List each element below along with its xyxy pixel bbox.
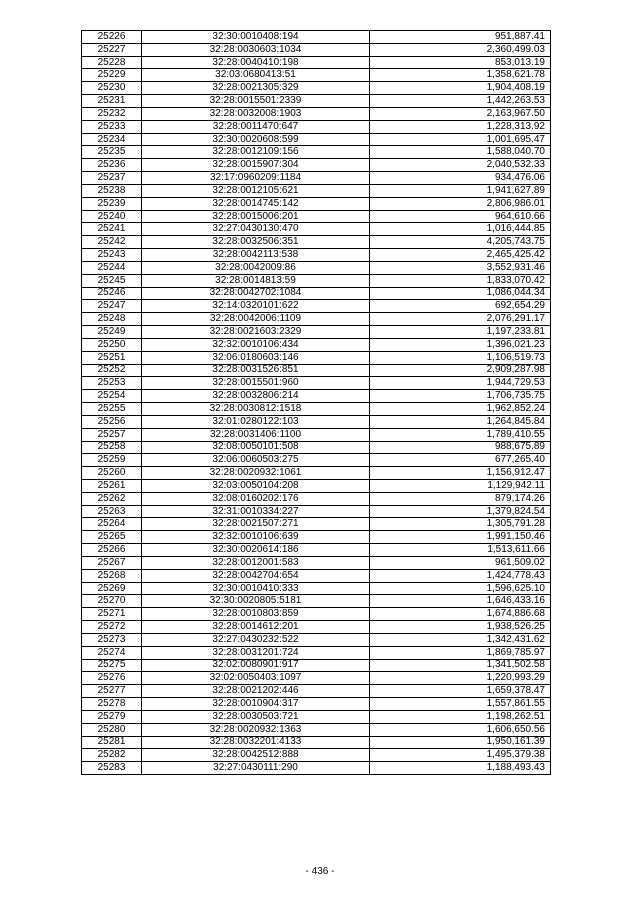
value-cell: 961,509.02: [370, 556, 551, 569]
table-row: [82, 313, 551, 326]
cadastral-number-cell: 32:06:0060503:275: [142, 454, 370, 467]
value-cell: 1,944,729.53: [370, 377, 551, 390]
cadastral-number-cell: 32:28:0010803:859: [142, 608, 370, 621]
table-row: [82, 710, 551, 723]
table-row: [82, 223, 551, 236]
value-cell: 2,076,291.17: [370, 313, 551, 326]
table-row: [82, 326, 551, 339]
row-number-cell: 25276: [82, 672, 142, 685]
value-cell: 1,904,408.19: [370, 82, 551, 95]
row-number-cell: 25235: [82, 146, 142, 159]
cadastral-number-cell: 32:27:0430130:470: [142, 223, 370, 236]
row-number-cell: 25270: [82, 595, 142, 608]
value-cell: 1,941,627.89: [370, 184, 551, 197]
value-cell: 1,606,650.56: [370, 723, 551, 736]
row-number-cell: 25257: [82, 428, 142, 441]
row-number-cell: 25226: [82, 31, 142, 44]
row-number-cell: 25256: [82, 415, 142, 428]
value-cell: 1,396,021.23: [370, 338, 551, 351]
table-row: [82, 441, 551, 454]
cadastral-number-cell: 32:28:0042704:654: [142, 569, 370, 582]
row-number-cell: 25234: [82, 133, 142, 146]
cadastral-number-cell: 32:28:0014612:201: [142, 621, 370, 634]
table-row: [82, 659, 551, 672]
cadastral-number-cell: 32:28:0014813:59: [142, 274, 370, 287]
table-row: [82, 69, 551, 82]
table-row: [82, 608, 551, 621]
row-number-cell: 25279: [82, 710, 142, 723]
table-row: [82, 236, 551, 249]
row-number-cell: 25252: [82, 364, 142, 377]
cadastral-number-cell: 32:28:0014745:142: [142, 197, 370, 210]
value-cell: 1,379,824.54: [370, 505, 551, 518]
cadastral-number-cell: 32:28:0040410:198: [142, 56, 370, 69]
row-number-cell: 25227: [82, 43, 142, 56]
value-cell: 1,197,233.81: [370, 326, 551, 339]
value-cell: 3,552,931.46: [370, 261, 551, 274]
table-row: [82, 467, 551, 480]
value-cell: 853,013.19: [370, 56, 551, 69]
row-number-cell: 25249: [82, 326, 142, 339]
cadastral-number-cell: 32:28:0021202:446: [142, 685, 370, 698]
cadastral-number-cell: 32:28:0030812:1518: [142, 403, 370, 416]
cadastral-number-cell: 32:32:0010106:434: [142, 338, 370, 351]
table-row: [82, 107, 551, 120]
row-number-cell: 25278: [82, 698, 142, 711]
cadastral-value-table: [81, 30, 551, 775]
row-number-cell: 25277: [82, 685, 142, 698]
value-cell: 1,659,378.47: [370, 685, 551, 698]
cadastral-number-cell: 32:28:0042113:538: [142, 249, 370, 262]
table-row: [82, 82, 551, 95]
cadastral-number-cell: 32:30:0010408:194: [142, 31, 370, 44]
value-cell: 1,341,502.58: [370, 659, 551, 672]
table-row: [82, 184, 551, 197]
value-cell: 1,646,433.16: [370, 595, 551, 608]
cadastral-number-cell: 32:28:0042009:86: [142, 261, 370, 274]
row-number-cell: 25250: [82, 338, 142, 351]
value-cell: 1,588,040.70: [370, 146, 551, 159]
cadastral-number-cell: 32:28:0031201:724: [142, 646, 370, 659]
row-number-cell: 25231: [82, 95, 142, 108]
value-cell: 1,674,886.68: [370, 608, 551, 621]
value-cell: 1,424,778.43: [370, 569, 551, 582]
value-cell: 1,188,493.43: [370, 762, 551, 775]
cadastral-number-cell: 32:28:0012105:621: [142, 184, 370, 197]
row-number-cell: 25273: [82, 633, 142, 646]
row-number-cell: 25232: [82, 107, 142, 120]
row-number-cell: 25258: [82, 441, 142, 454]
table-row: [82, 672, 551, 685]
row-number-cell: 25247: [82, 300, 142, 313]
table-row: [82, 621, 551, 634]
row-number-cell: 25251: [82, 351, 142, 364]
value-cell: 1,001,695.47: [370, 133, 551, 146]
table-row: [82, 582, 551, 595]
cadastral-number-cell: 32:28:0042512:888: [142, 749, 370, 762]
table-row: [82, 159, 551, 172]
value-cell: 1,086,044.34: [370, 287, 551, 300]
value-cell: 988,675.89: [370, 441, 551, 454]
cadastral-number-cell: 32:08:0160202:176: [142, 492, 370, 505]
row-number-cell: 25228: [82, 56, 142, 69]
value-cell: 1,264,845.84: [370, 415, 551, 428]
value-cell: 1,962,852.24: [370, 403, 551, 416]
value-cell: 1,596,625.10: [370, 582, 551, 595]
row-number-cell: 25253: [82, 377, 142, 390]
value-cell: 2,909,287.98: [370, 364, 551, 377]
value-cell: 4,205,743.75: [370, 236, 551, 249]
row-number-cell: 25244: [82, 261, 142, 274]
table-row: [82, 518, 551, 531]
table-row: [82, 133, 551, 146]
value-cell: 1,220,993.29: [370, 672, 551, 685]
table-row: [82, 415, 551, 428]
table-row: [82, 531, 551, 544]
cadastral-number-cell: 32:28:0015501:960: [142, 377, 370, 390]
value-cell: 677,265.40: [370, 454, 551, 467]
table-row: [82, 351, 551, 364]
table-row: [82, 120, 551, 133]
table-row: [82, 749, 551, 762]
value-cell: 1,869,785.97: [370, 646, 551, 659]
row-number-cell: 25236: [82, 159, 142, 172]
value-cell: 692,654.29: [370, 300, 551, 313]
table-row: [82, 261, 551, 274]
value-cell: 1,358,621.78: [370, 69, 551, 82]
table-row: [82, 403, 551, 416]
row-number-cell: 25268: [82, 569, 142, 582]
cadastral-number-cell: 32:01:0280122:103: [142, 415, 370, 428]
cadastral-number-cell: 32:28:0015907:304: [142, 159, 370, 172]
table-row: [82, 146, 551, 159]
value-cell: 1,342,431.62: [370, 633, 551, 646]
table-row: [82, 569, 551, 582]
value-cell: 1,833,070.42: [370, 274, 551, 287]
value-cell: 1,789,410.55: [370, 428, 551, 441]
cadastral-number-cell: 32:28:0031526:851: [142, 364, 370, 377]
cadastral-number-cell: 32:28:0021603:2329: [142, 326, 370, 339]
value-cell: 934,476.06: [370, 172, 551, 185]
value-cell: 1,938,526.25: [370, 621, 551, 634]
table-row: [82, 556, 551, 569]
row-number-cell: 25266: [82, 544, 142, 557]
row-number-cell: 25255: [82, 403, 142, 416]
table-row: [82, 723, 551, 736]
value-cell: 1,950,161.39: [370, 736, 551, 749]
value-cell: 2,360,499.03: [370, 43, 551, 56]
cadastral-number-cell: 32:30:0020608:599: [142, 133, 370, 146]
value-cell: 2,806,986.01: [370, 197, 551, 210]
row-number-cell: 25243: [82, 249, 142, 262]
table-row: [82, 56, 551, 69]
cadastral-number-cell: 32:28:0021507:271: [142, 518, 370, 531]
row-number-cell: 25269: [82, 582, 142, 595]
cadastral-number-cell: 32:28:0032008:1903: [142, 107, 370, 120]
table-row: [82, 364, 551, 377]
cadastral-number-cell: 32:28:0015006:201: [142, 210, 370, 223]
table-row: [82, 197, 551, 210]
row-number-cell: 25264: [82, 518, 142, 531]
cadastral-number-cell: 32:28:0010904:317: [142, 698, 370, 711]
row-number-cell: 25261: [82, 479, 142, 492]
value-cell: 2,465,425.42: [370, 249, 551, 262]
cadastral-number-cell: 32:28:0015501:2339: [142, 95, 370, 108]
row-number-cell: 25260: [82, 467, 142, 480]
table-row: [82, 31, 551, 44]
table-row: [82, 698, 551, 711]
cadastral-number-cell: 32:28:0032806:214: [142, 390, 370, 403]
table-row: [82, 300, 551, 313]
row-number-cell: 25233: [82, 120, 142, 133]
row-number-cell: 25230: [82, 82, 142, 95]
row-number-cell: 25267: [82, 556, 142, 569]
cadastral-number-cell: 32:06:0180603:146: [142, 351, 370, 364]
row-number-cell: 25240: [82, 210, 142, 223]
table-row: [82, 274, 551, 287]
table-row: [82, 762, 551, 775]
table-row: [82, 390, 551, 403]
value-cell: 964,610.66: [370, 210, 551, 223]
cadastral-number-cell: 32:03:0050104:208: [142, 479, 370, 492]
table-row: [82, 633, 551, 646]
cadastral-number-cell: 32:08:0050101:508: [142, 441, 370, 454]
cadastral-number-cell: 32:17:0960209:1184: [142, 172, 370, 185]
value-cell: 1,513,611.66: [370, 544, 551, 557]
row-number-cell: 25242: [82, 236, 142, 249]
table-row: [82, 338, 551, 351]
cadastral-number-cell: 32:28:0031406:1100: [142, 428, 370, 441]
row-number-cell: 25282: [82, 749, 142, 762]
cadastral-number-cell: 32:32:0010106:639: [142, 531, 370, 544]
cadastral-number-cell: 32:31:0010334:227: [142, 505, 370, 518]
row-number-cell: 25246: [82, 287, 142, 300]
row-number-cell: 25237: [82, 172, 142, 185]
table-row: [82, 492, 551, 505]
table-row: [82, 172, 551, 185]
row-number-cell: 25281: [82, 736, 142, 749]
row-number-cell: 25262: [82, 492, 142, 505]
row-number-cell: 25239: [82, 197, 142, 210]
table-body: [82, 31, 551, 775]
row-number-cell: 25265: [82, 531, 142, 544]
cadastral-number-cell: 32:14:0320101:622: [142, 300, 370, 313]
table-row: [82, 646, 551, 659]
row-number-cell: 25248: [82, 313, 142, 326]
cadastral-number-cell: 32:30:0010410:333: [142, 582, 370, 595]
value-cell: 1,495,379.38: [370, 749, 551, 762]
value-cell: 1,016,444.85: [370, 223, 551, 236]
row-number-cell: 25241: [82, 223, 142, 236]
cadastral-number-cell: 32:28:0012001:583: [142, 556, 370, 569]
table-row: [82, 479, 551, 492]
table-row: [82, 43, 551, 56]
table-row: [82, 736, 551, 749]
value-cell: 1,106,519.73: [370, 351, 551, 364]
row-number-cell: 25280: [82, 723, 142, 736]
cadastral-number-cell: 32:28:0042702:1084: [142, 287, 370, 300]
value-cell: 1,557,861.55: [370, 698, 551, 711]
table-row: [82, 505, 551, 518]
cadastral-number-cell: 32:27:0430111:290: [142, 762, 370, 775]
cadastral-number-cell: 32:28:0011470:647: [142, 120, 370, 133]
table-row: [82, 544, 551, 557]
row-number-cell: 25245: [82, 274, 142, 287]
value-cell: 1,156,912.47: [370, 467, 551, 480]
cadastral-number-cell: 32:03:0680413:51: [142, 69, 370, 82]
cadastral-number-cell: 32:28:0032506:351: [142, 236, 370, 249]
cadastral-number-cell: 32:28:0030603:1034: [142, 43, 370, 56]
value-cell: 1,706,735.75: [370, 390, 551, 403]
table-row: [82, 428, 551, 441]
row-number-cell: 25271: [82, 608, 142, 621]
value-cell: 1,129,942.11: [370, 479, 551, 492]
page-number: - 436 -: [305, 866, 335, 877]
cadastral-number-cell: 32:28:0032201:4133: [142, 736, 370, 749]
row-number-cell: 25275: [82, 659, 142, 672]
value-cell: 1,442,263.53: [370, 95, 551, 108]
table-row: [82, 454, 551, 467]
cadastral-number-cell: 32:30:0020614:186: [142, 544, 370, 557]
value-cell: 951,887.41: [370, 31, 551, 44]
table-row: [82, 287, 551, 300]
value-cell: 879,174.26: [370, 492, 551, 505]
table-row: [82, 595, 551, 608]
row-number-cell: 25263: [82, 505, 142, 518]
table-row: [82, 377, 551, 390]
cadastral-number-cell: 32:28:0042006:1109: [142, 313, 370, 326]
cadastral-number-cell: 32:28:0020932:1363: [142, 723, 370, 736]
cadastral-number-cell: 32:28:0012109:156: [142, 146, 370, 159]
table-row: [82, 210, 551, 223]
row-number-cell: 25238: [82, 184, 142, 197]
cadastral-number-cell: 32:27:0430232:522: [142, 633, 370, 646]
value-cell: 1,228,313.92: [370, 120, 551, 133]
cadastral-number-cell: 32:28:0021305:329: [142, 82, 370, 95]
row-number-cell: 25229: [82, 69, 142, 82]
value-cell: 1,198,262.51: [370, 710, 551, 723]
value-cell: 1,991,150.46: [370, 531, 551, 544]
cadastral-number-cell: 32:02:0080901:917: [142, 659, 370, 672]
table-row: [82, 95, 551, 108]
value-cell: 1,305,791.28: [370, 518, 551, 531]
row-number-cell: 25259: [82, 454, 142, 467]
table-row: [82, 685, 551, 698]
row-number-cell: 25283: [82, 762, 142, 775]
cadastral-number-cell: 32:28:0020932:1061: [142, 467, 370, 480]
row-number-cell: 25272: [82, 621, 142, 634]
cadastral-number-cell: 32:02:0050403:1097: [142, 672, 370, 685]
row-number-cell: 25254: [82, 390, 142, 403]
value-cell: 2,163,967.50: [370, 107, 551, 120]
cadastral-number-cell: 32:30:0020805:5181: [142, 595, 370, 608]
table-row: [82, 249, 551, 262]
row-number-cell: 25274: [82, 646, 142, 659]
value-cell: 2,040,532.33: [370, 159, 551, 172]
cadastral-number-cell: 32:28:0030503:721: [142, 710, 370, 723]
